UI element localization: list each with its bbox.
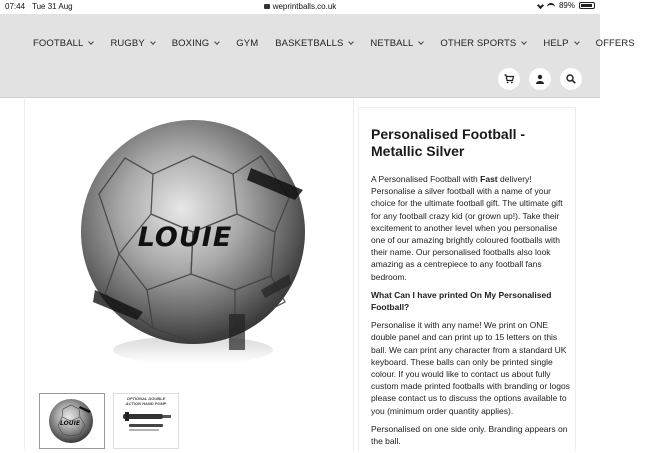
intro-bold: Fast xyxy=(480,174,498,184)
battery-icon xyxy=(579,2,595,9)
search-button[interactable] xyxy=(560,68,582,90)
nav-item-rugby[interactable] xyxy=(110,38,154,49)
status-time: 07:44 xyxy=(5,2,26,11)
nav-item-football[interactable] xyxy=(33,38,93,49)
ball-personalised-text: LOUIE xyxy=(137,222,233,253)
wifi-icon xyxy=(547,3,555,9)
intro-suffix: delivery! Personalise a silver football with a name of your choice for the ultimate football gift. The ultimate gift for any football crazy kid (or grown up!). Take their excitement to another level when you personalise one of our amazing brightly coloured footballs with their name. Our personalised footballs also look amazing as a centrepiece to any football fans bedroom. xyxy=(371,174,563,282)
product-title: Personalised Football - Metallic Silver xyxy=(371,126,526,159)
nav-item-basketballs[interactable] xyxy=(275,38,353,49)
battery-fill xyxy=(581,4,592,7)
nav-item-boxing[interactable] xyxy=(172,38,220,49)
nav-item-gym[interactable] xyxy=(236,38,258,49)
location-icon xyxy=(537,2,544,9)
football-thumb-image xyxy=(40,394,104,448)
nav-label: BOXING xyxy=(171,38,210,49)
nav-label: RUGBY xyxy=(110,38,145,49)
url-text: weprintballs.co.uk xyxy=(272,2,337,11)
gallery-thumb-ball[interactable] xyxy=(39,393,105,449)
print-details-paragraph: Personalise it with any name! We print on ONE double panel and can print up to 15 letters on this ball. We can print any character from a standard UK keyboard. These balls can only be printed single colour. If you would like to contact us about fully custom made printed footballs with branding or logos please contact us to discuss the options available to you (minimum order quantity applies). xyxy=(371,320,570,416)
address-bar[interactable] xyxy=(0,2,600,11)
status-date: Tue 31 Aug xyxy=(32,2,73,11)
chevron-down-icon xyxy=(150,39,156,45)
product-info-panel xyxy=(358,107,576,450)
nav-item-other-sports[interactable] xyxy=(440,38,526,49)
main-nav xyxy=(33,38,652,49)
section-heading: What Can I have printed On My Personalised Football? xyxy=(371,289,552,313)
branding-paragraph: Personalised on one side only. Branding appears on the ball. xyxy=(371,423,568,447)
nav-label: GYM xyxy=(236,38,259,49)
chevron-down-icon xyxy=(419,39,425,45)
nav-label: BASKETBALLS xyxy=(275,38,344,49)
pump-caption: OPTIONAL DOUBLE ACTION HAND PUMP xyxy=(125,396,167,406)
chevron-down-icon xyxy=(349,39,355,45)
product-page xyxy=(0,99,600,450)
chevron-down-icon xyxy=(89,39,95,45)
intro-prefix: A Personalised Football with xyxy=(371,174,481,184)
nav-label: OTHER SPORTS xyxy=(440,38,517,49)
product-gallery xyxy=(24,99,354,450)
nav-item-offers[interactable] xyxy=(596,38,635,49)
intro-paragraph xyxy=(371,173,571,283)
battery-percent: 89% xyxy=(558,1,575,10)
nav-label: FOOTBALL xyxy=(33,38,84,49)
football-image xyxy=(65,114,325,374)
pump-image xyxy=(115,406,177,446)
nav-item-netball[interactable] xyxy=(370,38,423,49)
nav-label: HELP xyxy=(543,38,569,49)
product-description xyxy=(371,173,571,447)
nav-item-help[interactable] xyxy=(543,38,578,49)
gallery-thumb-pump[interactable] xyxy=(113,393,179,449)
product-main-image[interactable] xyxy=(65,114,325,374)
cart-button[interactable] xyxy=(498,68,520,90)
chevron-down-icon xyxy=(522,39,528,45)
thumb-personalised-text: LOUIE xyxy=(60,420,80,427)
account-button[interactable] xyxy=(529,68,551,90)
nav-label: NETBALL xyxy=(370,38,414,49)
lock-icon xyxy=(264,4,270,9)
cart-icon xyxy=(504,74,514,84)
status-bar xyxy=(0,0,600,14)
search-icon xyxy=(566,74,576,84)
nav-label: OFFERS xyxy=(595,38,635,49)
site-header xyxy=(0,14,635,98)
chevron-down-icon xyxy=(574,39,580,45)
user-icon xyxy=(535,74,545,84)
chevron-down-icon xyxy=(214,39,220,45)
